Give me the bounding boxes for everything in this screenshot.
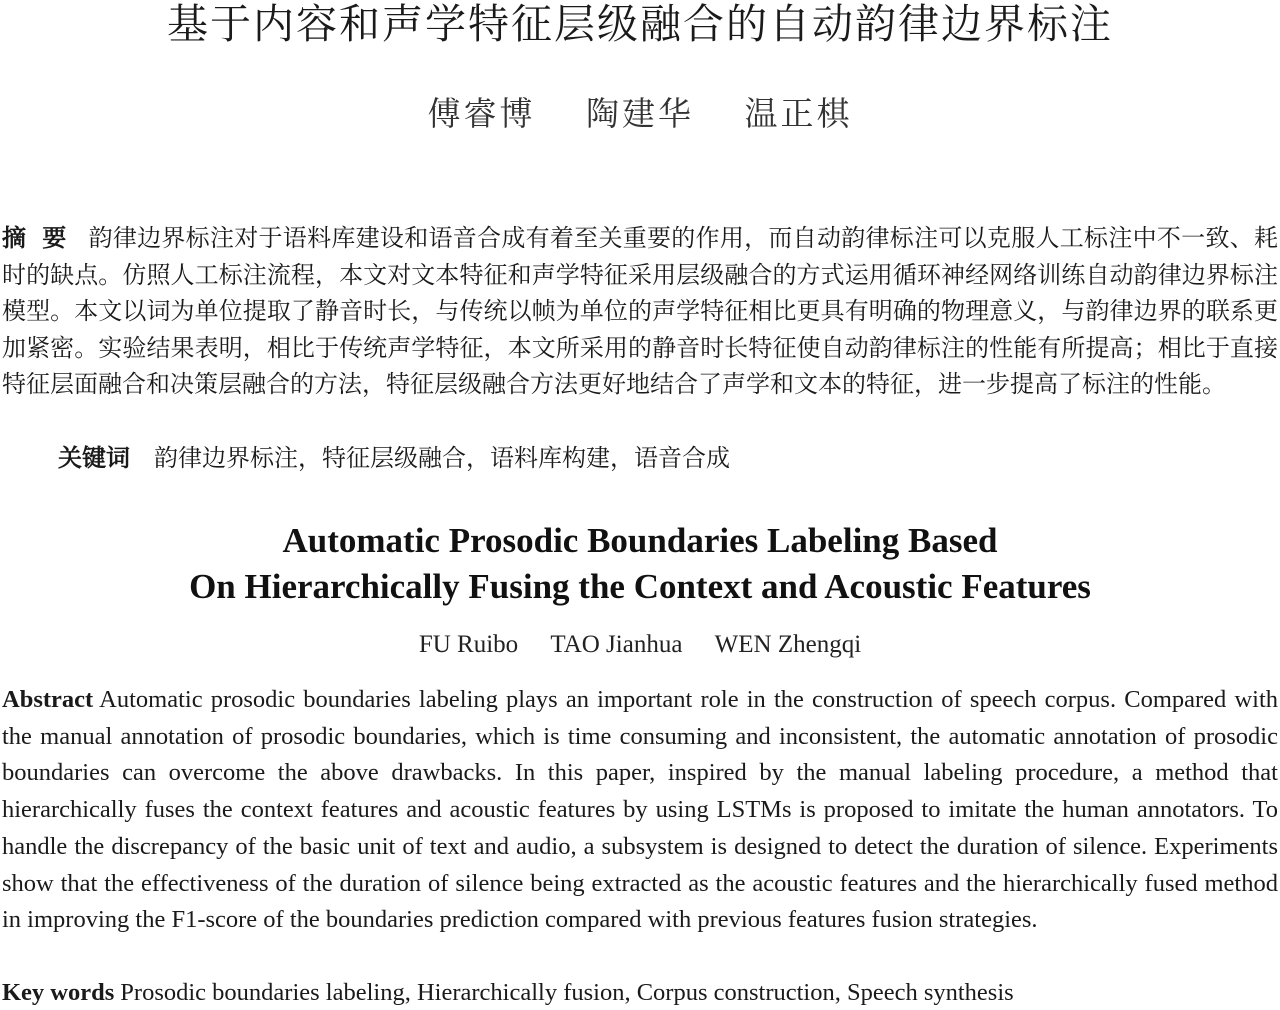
english-keywords bbox=[2, 976, 1278, 1010]
chinese-title: 基于内容和声学特征层级融合的自动韵律边界标注 bbox=[167, 0, 1113, 48]
english-title bbox=[0, 518, 1280, 610]
english-keywords-label: Key words bbox=[2, 979, 115, 1006]
chinese-abstract bbox=[2, 220, 1278, 403]
chinese-abstract-label: 摘要 bbox=[2, 224, 83, 252]
chinese-author: 傅睿博 bbox=[427, 94, 536, 133]
chinese-authors bbox=[0, 92, 1280, 136]
chinese-keywords-text: 韵律边界标注，特征层级融合，语料库构建，语音合成 bbox=[154, 444, 730, 472]
english-authors bbox=[0, 628, 1280, 662]
chinese-abstract-text: 韵律边界标注对于语料库建设和语音合成有着至关重要的作用，而自动韵律标注可以克服人工标注中不一致、耗时的缺点。仿照人工标注流程，本文对文本特征和声学特征采用层级融合的方式运用循环神经网络训练自动韵律边界标注模型。本文以词为单位提取了静音时长，与传统以帧为单位的声学特征相比更具有明确的物理意义，与韵律边界的联系更加紧密。实验结果表明，相比于传统声学特征，本文所采用的静音时长特征使自动韵律标注的性能有所提高；相比于直接特征层面融合和决策层融合的方法，特征层级融合方法更好地结合了声学和文本的特征，进一步提高了标注的性能。 bbox=[2, 224, 1278, 399]
english-keywords-text: Prosodic boundaries labeling, Hierarchically fusion, Corpus construction, Speech synthesis bbox=[120, 979, 1014, 1006]
english-title-line: Automatic Prosodic Boundaries Labeling Based bbox=[282, 521, 998, 560]
english-title-line: On Hierarchically Fusing the Context and Acoustic Features bbox=[189, 567, 1091, 606]
chinese-keywords bbox=[58, 440, 1268, 476]
english-abstract bbox=[2, 682, 1278, 939]
english-abstract-label: Abstract bbox=[2, 686, 94, 713]
chinese-keywords-label: 关键词 bbox=[58, 444, 130, 472]
english-author: FU Ruibo bbox=[418, 631, 519, 658]
chinese-author: 陶建华 bbox=[586, 94, 694, 133]
english-author: TAO Jianhua bbox=[550, 631, 683, 658]
chinese-author: 温正棋 bbox=[744, 94, 853, 133]
english-abstract-text: Automatic prosodic boundaries labeling plays an important role in the construction of speech corpus. Compared with the manual annotation of prosodic boundaries, which is time consuming and inconsistent, the automatic annotation of prosodic boundaries can overcome the above drawbacks. In this paper, inspired by the manual labeling procedure, a method that hierarchically fuses the context features and acoustic features by using LSTMs is proposed to imitate the human annotators. To handle the discrepancy of the basic unit of text and audio, a subsystem is designed to detect the duration of silence. Experiments show that the effectiveness of the duration of silence being extracted as the acoustic features and the hierarchically fused method in improving the F1-score of the boundaries prediction compared with previous features fusion strategies. bbox=[2, 686, 1278, 934]
english-author: WEN Zhengqi bbox=[714, 631, 862, 658]
